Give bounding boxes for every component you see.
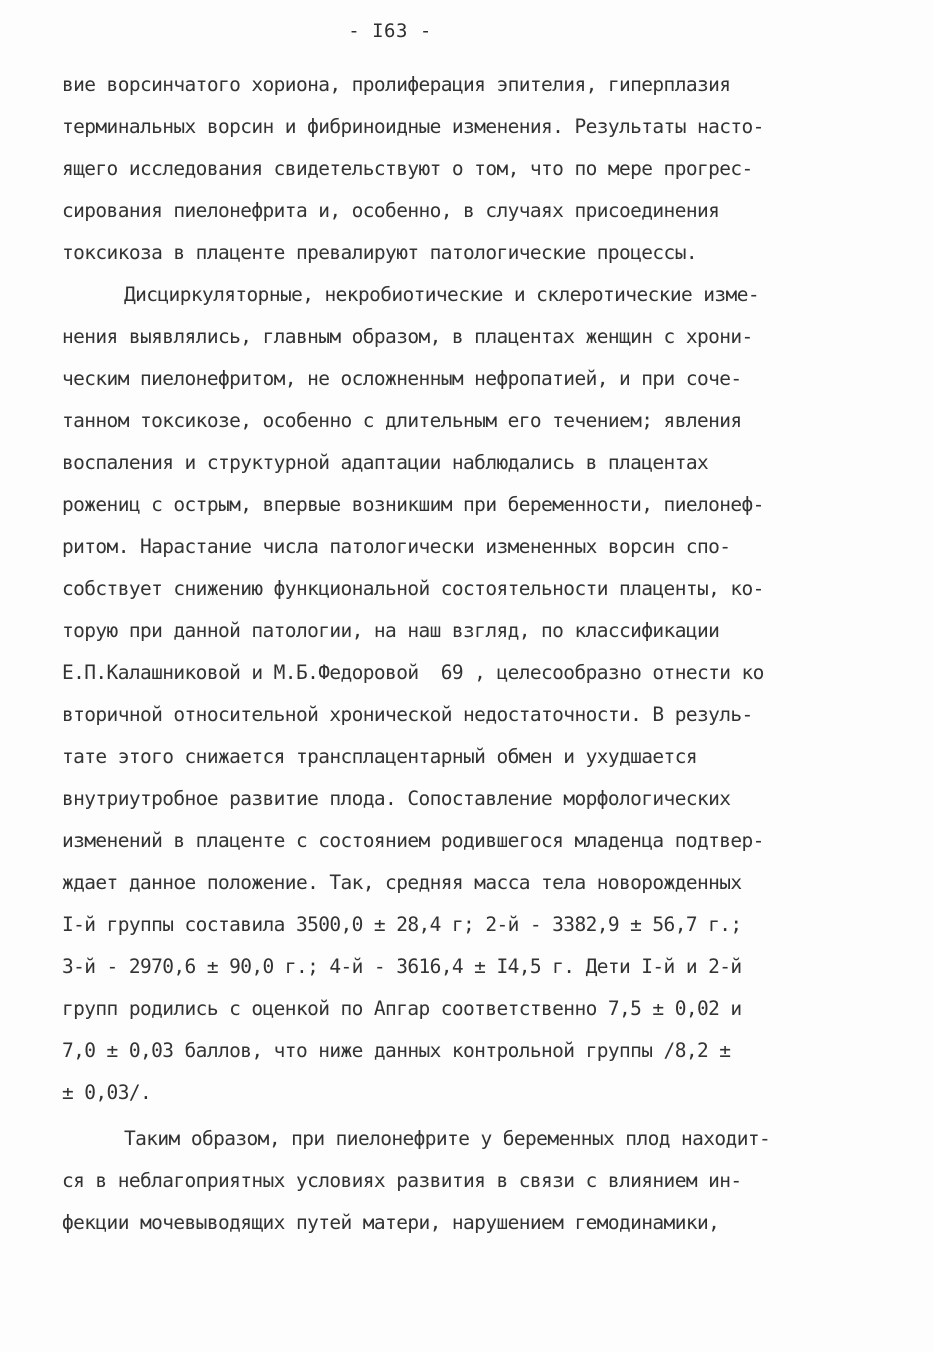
text-line: вие ворсинчатого хориона, пролиферация эпителия, гиперплазия: [62, 73, 731, 96]
text-line: ритом. Нарастание числа патологически измененных ворсин спо-: [62, 535, 731, 558]
text-line: изменений в плаценте с состоянием родившегося младенца подтвер-: [62, 829, 764, 852]
text-line: фекции мочевыводящих путей матери, нарушением гемодинамики,: [62, 1211, 720, 1234]
text-line: ческим пиелонефритом, не осложненным нефропатией, и при соче-: [62, 367, 742, 390]
text-line: рожениц с острым, впервые возникшим при беременности, пиелонеф-: [62, 493, 764, 516]
text-line: вторичной относительной хронической недостаточности. В резуль-: [62, 703, 753, 726]
text-line: групп родились с оценкой по Апгар соответственно 7,5 ± 0,02 и: [62, 997, 742, 1020]
paragraph-3: [62, 1118, 882, 1244]
text-line: ящего исследования свидетельствуют о том, что по мере прогрес-: [62, 157, 753, 180]
paragraph-1: [62, 64, 882, 274]
text-line: 3-й - 2970,6 ± 90,0 г.; 4-й - 3616,4 ± I4,5 г. Дети I-й и 2-й: [62, 955, 742, 978]
text-line: торую при данной патологии, на наш взгляд, по классификации: [62, 619, 720, 642]
text-line: Дисциркуляторные, некробиотические и склеротические изме-: [124, 283, 759, 306]
text-line: ждает данное положение. Так, средняя масса тела новорожденных: [62, 871, 742, 894]
text-line: терминальных ворсин и фибриноидные изменения. Результаты насто-: [62, 115, 764, 138]
text-line: 7,0 ± 0,03 баллов, что ниже данных контрольной группы /8,2 ±: [62, 1039, 731, 1062]
paragraph-2: [62, 274, 882, 1114]
text-line: воспаления и структурной адаптации наблюдались в плацентах: [62, 451, 709, 474]
text-line: тате этого снижается трансплацентарный обмен и ухудшается: [62, 745, 697, 768]
page-number: - I63 -: [348, 20, 432, 42]
text-line: собствует снижению функциональной состоятельности плаценты, ко-: [62, 577, 764, 600]
text-line: ± 0,03/.: [62, 1081, 152, 1104]
text-line: Е.П.Калашниковой и М.Б.Федоровой 69 , целесообразно отнести ко: [62, 661, 764, 684]
text-line: I-й группы составила 3500,0 ± 28,4 г; 2-й - 3382,9 ± 56,7 г.;: [62, 913, 742, 936]
text-line: нения выявлялись, главным образом, в плацентах женщин с хрони-: [62, 325, 753, 348]
text-line: танном токсикозе, особенно с длительным его течением; явления: [62, 409, 742, 432]
text-line: сирования пиелонефрита и, особенно, в случаях присоединения: [62, 199, 720, 222]
text-line: Таким образом, при пиелонефрите у беременных плод находит-: [124, 1127, 771, 1150]
text-line: внутриутробное развитие плода. Сопоставление морфологических: [62, 787, 731, 810]
text-line: токсикоза в плаценте превалируют патологические процессы.: [62, 241, 697, 264]
text-line: ся в неблагоприятных условиях развития в связи с влиянием ин-: [62, 1169, 742, 1192]
